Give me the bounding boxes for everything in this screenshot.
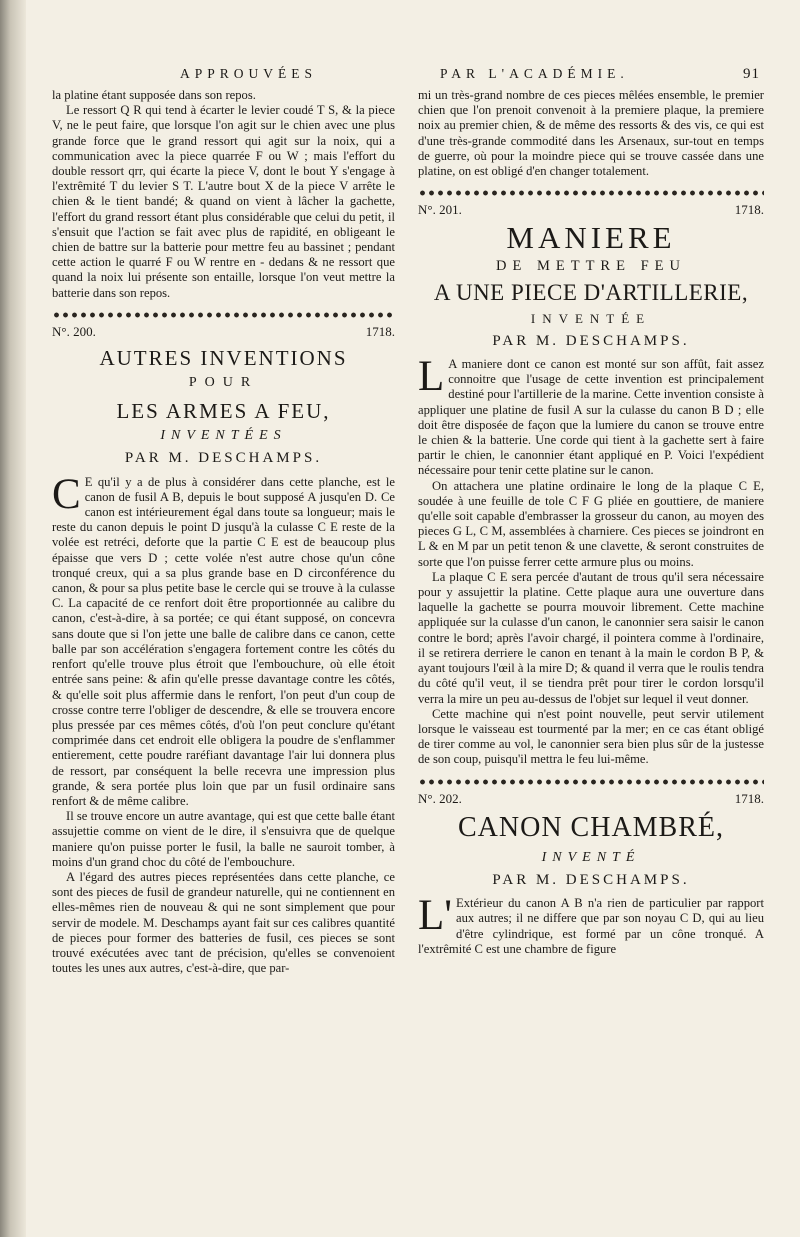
section-title: AUTRES INVENTIONS bbox=[99, 346, 348, 371]
entry-number-line bbox=[418, 791, 764, 806]
entry-number: N°. 202. bbox=[418, 790, 462, 806]
paragraph: Cette machine qui n'est point nouvelle, peut servir utilement lorsque le vaisseau est tourmenté par la mer; en ce cas étant obligé de tirer comme au vol, le canonnier sera bien plus sûr de la justesse de son coup, puisqu'il mettra le feu lui-même. bbox=[418, 706, 764, 767]
paragraph: la platine étant supposée dans son repos. bbox=[52, 88, 256, 102]
section-title: MANIERE bbox=[506, 220, 676, 256]
paragraph: mi un très-grand nombre de ces pieces mêlées ensemble, le premier chien que l'on prenoit convenoit à la premiere plaque, la premiere noix au premier chien, & de même des ressorts & des vis, ce qui est d'une très-grande commodité dans les Arsenaux, sur-tout en temps de guerre, où pour la moindre piece qui se trouve cassée dans une platine, on est obligé d'en changer totalement. bbox=[418, 88, 764, 179]
ornament-divider bbox=[418, 776, 764, 788]
section-title: A UNE PIECE D'ARTILLERIE, bbox=[433, 279, 749, 305]
author-line: PAR M. DESCHAMPS. bbox=[124, 450, 323, 467]
entry-year: 1718. bbox=[734, 790, 764, 806]
paragraph: La plaque C E sera percée d'autant de trous qu'il sera nécessaire pour y assujettir la platine. Cette plaque aura une ouverture dans laquelle la gachette se pourra mouvoir librement. Cette machine appliquée sur la culasse d'un canon, le canonnier sera saisir le canon contre le bord; après l'avoir chargé, il pointera comme à l'ordinaire, il se retirera derriere le canon en tenant à la main le cordon B P, & ayant toujours l'œil à la mire D; & quand il verra que le roulis tendra du côté qu'il veut, il se tiendra prêt pour tirer le cordon lorsqu'il verra la mire un peu au-dessus de l'objet sur lequel il veut donner. bbox=[418, 569, 764, 706]
paragraph: L'Extérieur du canon A B n'a rien de particulier par rapport aux autres; il ne differe que par son noyau C D, qui au lieu d'être cylindrique, est formé par un cône tronqué. A l'extrêmité C est une chambre de figure bbox=[418, 892, 764, 956]
book-spine-shadow bbox=[0, 0, 26, 1237]
paragraph: CE qu'il y a de plus à considérer dans cette planche, est le canon de fusil A B, depuis le bout supposé A jusqu'en D. Ce canon est intérieurement égal dans toute sa longueur; mais le reste du canon depuis le point D jusqu'à la culasse C E reste de la volée est retréci, deforte que la partie C E est de beaucoup plus épaisse que vers D ; cette volée n'est autre chose qu'un cône tronqué creux, qui a sa plus grande base en D circonférence du canon, & pour sa plus petite base le cercle qui se trouve à la culasse C. La capacité de ce renfort doit être proportionnée au calibre du canon, c'est-à-dire, à sa portée; ce qui étant supposé, on concevra sans doute que si l'on jette une balle de calibre dans ce canon, cette balle par son accélération s'engagera fortement contre les côtés du renfort qu'elle trouve plus étroit que l'embouchure, où elle étoit entrée sans peine: & afin qu'elle presse davantage contre les côtés, & qu'elle soit plus affermie dans le renfort, l'on peut d'un coup de crosse contre terre l'obliger de descendre, & elle se trouvera encore plus pressée par ces mêmes côtés, d'où l'on peut conclure qu'étant comprimée dans cet endroit elle obligera la poudre de s'enflammer entierement, cette poudre raréfiant davantage l'air lui donnera plus de ressort, par conséquent la belle recevra une impression plus grande, & sera portée plus loin que par un fusil ordinaire sans renfort & de même calibre. bbox=[52, 470, 395, 808]
section-subtitle: INVENTÉE bbox=[530, 310, 652, 326]
paragraph: LA maniere dont ce canon est monté sur son affût, fait assez connoitre que l'usage de cette invention est principalement destiné pour l'artillerie de la marine. Cette invention consiste à appliquer une platine de fusil A sur la culasse du canon B D ; elle doit être disposée de façon que la lumiere du canon se trouve entre le chien & la batterie. Une corde qui tient à la gachette sert à faire partir le chien, le canonnier étant appliqué en P. Voici l'expédient nécessaire pour tenir cette platine sur le canon. bbox=[418, 353, 764, 478]
author-line: PAR M. DESCHAMPS. bbox=[492, 332, 690, 349]
running-header bbox=[180, 66, 760, 88]
paragraph: A l'égard des autres pieces représentées dans cette planche, ce sont des pieces de fusil de grandeur naturelle, qui ne contiennent en elles-mêmes rien de nouveau & qui ne sont simplement que pour servir de modele. M. Deschamps ayant fait sur ces calibres quantité de pieces pour former des batteries de fusil, ces pieces se sont trouvé exécutées avec tant de précision, qu'elles se convenoient toutes les unes aux autres, c'est-à-dire, que par- bbox=[52, 869, 395, 976]
paragraph: On attachera une platine ordinaire le long de la plaque C E, soudée à une feuille de tole C F G pliée en gouttiere, de maniere qu'elle soit capable d'embrasser la grosseur du canon, au moyen des pieces G L, C M, assemblées à charniere. Ces pieces se joindront en L & en M par un petit tenon & une clavette, & seront construites de sorte que l'on puisse ferrer cette armure plus ou moins. bbox=[418, 478, 764, 569]
header-left: APPROUVÉES bbox=[180, 66, 318, 81]
paragraph: Le ressort Q R qui tend à écarter le levier coudé T S, & la piece V, ne le peut faire, que lorsque l'on agit sur le chien avec une plus grande force que le grand ressort qui agit sur la noix, qui a communication avec la piece quarrée F ou W ; mais l'effort du double ressort qrr, qui écarte la piece V, dont le bout Y s'engage à l'extrêmité T du levier S T. L'autre bout X de la piece V arrête le chien & le tient bandé; & quand on vient à lâcher la gachette, l'effort du grand ressort étant plus considérable que celui du petit, il s'ensuit que l'action se fait avec plus de rapidité, en obligeant le chien de battre sur la batterie pour mettre feu au bassinet ; pendant cette action le quarré F ou W rentre en - dedans & ne ressort que quand la noix lui présente son entaille, lorsque l'on veut mettre la batterie dans son repos. bbox=[52, 103, 395, 300]
section-subtitle: INVENTÉES bbox=[160, 428, 287, 444]
section-subtitle: POUR bbox=[188, 375, 259, 391]
ornament-divider bbox=[52, 309, 395, 321]
page-number: 91 bbox=[743, 66, 760, 82]
section-title: LES ARMES A FEU, bbox=[116, 399, 331, 424]
right-column bbox=[418, 88, 764, 957]
entry-number-line bbox=[52, 324, 395, 339]
section-title: CANON CHAMBRÉ, bbox=[457, 811, 725, 843]
ornament-divider bbox=[418, 187, 764, 199]
header-right: PAR L'ACADÉMIE. bbox=[440, 66, 629, 81]
author-line: PAR M. DESCHAMPS. bbox=[492, 871, 690, 888]
entry-year: 1718. bbox=[734, 202, 764, 218]
entry-number: N°. 201. bbox=[418, 202, 462, 218]
entry-number-line bbox=[418, 202, 764, 217]
paragraph: Il se trouve encore un autre avantage, qui est que cette balle étant assujettie comme on vient de le dire, il s'ensuivra que de quelque maniere qu'on puisse porter le fusil, la balle ne sauroit tomber, à moins d'un grand choc du côté de l'embouchure. bbox=[52, 809, 395, 869]
left-column bbox=[52, 88, 395, 976]
section-subtitle: DE METTRE FEU bbox=[496, 258, 686, 275]
entry-year: 1718. bbox=[365, 323, 395, 339]
entry-number: N°. 200. bbox=[52, 323, 96, 339]
section-subtitle: INVENTÉ bbox=[541, 849, 641, 865]
